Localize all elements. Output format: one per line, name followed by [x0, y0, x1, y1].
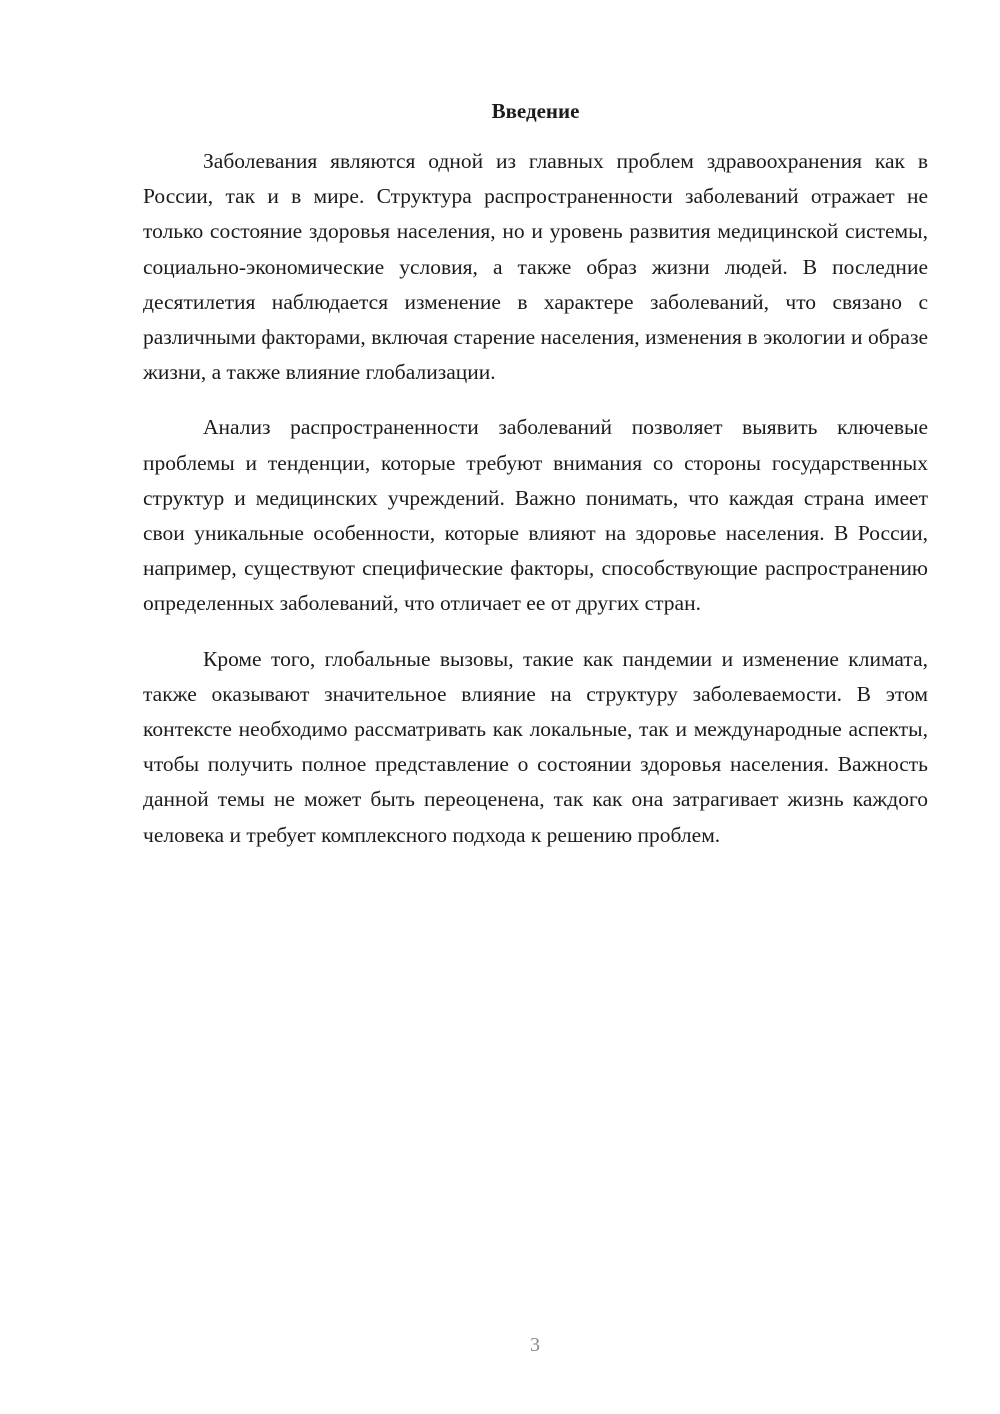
section-heading: Введение [491, 99, 580, 123]
paragraph-1: Заболевания являются одной из главных проблем здравоохранения как в России, так и в мире. Структура распространенности заболеваний отражает не только состояние здоровья населения, но и уровень развития медицинской системы, социально-экономические условия, а также образ жизни людей. В последние десятилетия наблюдается изменение в характере заболеваний, что связано с различными факторами, включая старение населения, изменения в экологии и образе жизни, а также влияние глобализации. [143, 149, 928, 385]
paragraph-3: Кроме того, глобальные вызовы, такие как пандемии и изменение климата, также оказывают значительное влияние на структуру заболеваемости. В этом контексте необходимо рассматривать как локальные, так и международные аспекты, чтобы получить полное представление о состоянии здоровья населения. Важность данной темы не может быть переоценена, так как она затрагивает жизнь каждого человека и требует комплексного подхода к решению проблем. [143, 646, 928, 847]
paragraph-2: Анализ распространенности заболеваний позволяет выявить ключевые проблемы и тенденции, которые требуют внимания со стороны государственных структур и медицинских учреждений. Важно понимать, что каждая страна имеет свои уникальные особенности, которые влияют на здоровье населения. В России, например, существуют специфические факторы, способствующие распространению определенных заболеваний, что отличает ее от других стран. [143, 415, 928, 616]
page-content [143, 96, 928, 853]
page-number: 3 [530, 1334, 540, 1356]
